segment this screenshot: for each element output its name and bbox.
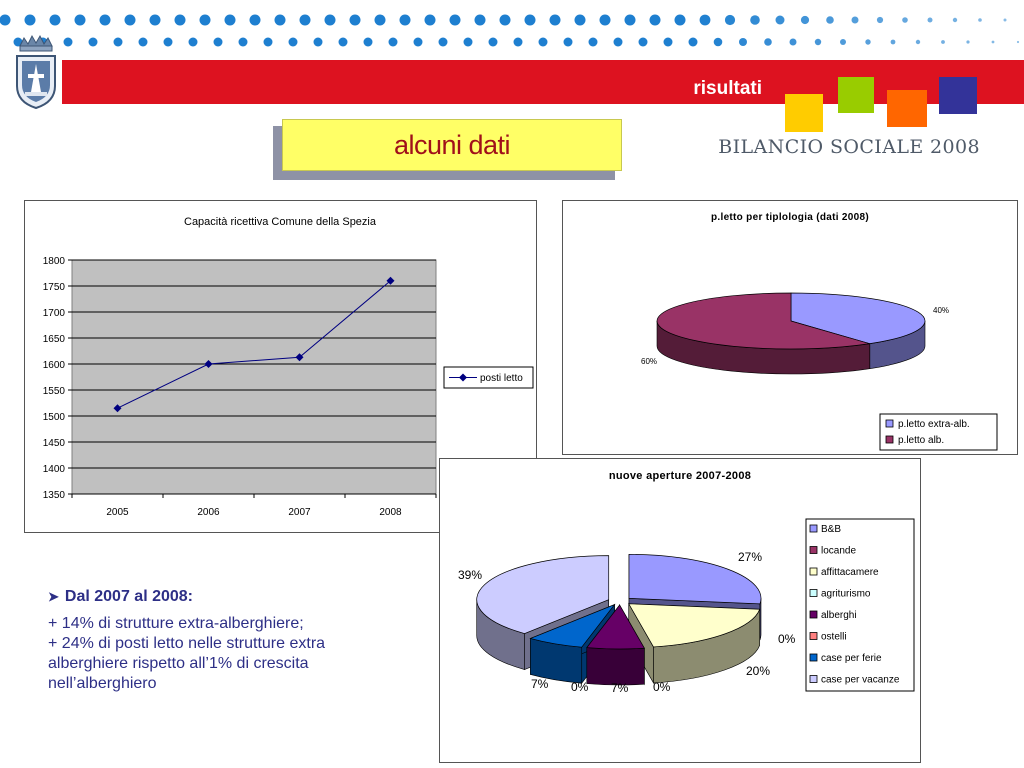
legend-label: p.letto alb. — [898, 435, 945, 446]
header-dot — [575, 15, 586, 26]
data-label: 7% — [611, 681, 629, 695]
header-dot — [125, 15, 136, 26]
decor-square-yellow — [785, 94, 823, 132]
pie-slice-rim — [587, 648, 645, 685]
header-dot — [840, 39, 846, 45]
y-tick-label: 1650 — [42, 334, 65, 345]
legend-label: alberghi — [821, 610, 857, 621]
pie-chart-new-openings — [440, 459, 920, 762]
header-dot — [514, 38, 523, 47]
legend-swatch — [886, 420, 893, 427]
legend-label: affittacamere — [821, 567, 879, 578]
header-dot — [966, 40, 969, 43]
header-dot — [250, 15, 261, 26]
header-dot — [64, 38, 73, 47]
decor-square-navy — [939, 77, 977, 114]
note-line: alberghiere rispetto all’1% di crescita — [48, 655, 309, 672]
header-dot — [877, 17, 883, 23]
header-dot — [600, 15, 611, 26]
header-dot — [639, 38, 648, 47]
data-label: 0% — [653, 680, 671, 694]
header-dot — [175, 15, 186, 26]
header-dot — [450, 15, 461, 26]
legend-swatch — [810, 590, 817, 597]
header-red-band — [62, 60, 1024, 104]
header-dot — [289, 38, 298, 47]
header-dot — [801, 16, 809, 24]
header-dot — [25, 15, 36, 26]
header-dot — [414, 38, 423, 47]
header-dot — [89, 38, 98, 47]
notes-heading — [48, 588, 428, 606]
decor-square-green — [838, 77, 874, 113]
y-tick-label: 1350 — [42, 490, 65, 501]
header-dot — [865, 39, 870, 44]
notes-heading-text: Dal 2007 al 2008: — [64, 588, 193, 605]
header-dot — [714, 38, 723, 47]
legend-label: ostelli — [821, 631, 847, 643]
note-line: nell’alberghiero — [48, 675, 157, 692]
header-dot — [826, 16, 834, 24]
header-dot — [941, 40, 945, 44]
header-dot — [300, 15, 311, 26]
note-line: + 14% di strutture extra-alberghiere; — [48, 615, 304, 632]
legend-swatch — [886, 436, 893, 443]
header-dot — [700, 15, 711, 26]
header-dot — [114, 38, 123, 47]
data-label: 20% — [746, 664, 771, 678]
header-dot — [239, 38, 248, 47]
arrow-bullet-icon: ➤ — [48, 589, 59, 604]
header-dot — [475, 15, 486, 26]
header-dot — [500, 15, 511, 26]
legend-label: p.letto extra-alb. — [898, 419, 970, 430]
header-dot — [489, 38, 498, 47]
legend-swatch — [810, 611, 817, 618]
x-tick-label: 2006 — [197, 507, 220, 518]
data-label: 0% — [778, 632, 796, 646]
pie-chart-new-openings-panel — [439, 458, 921, 763]
legend-swatch — [810, 633, 817, 640]
header-dot — [1017, 41, 1019, 43]
data-label: 60% — [641, 357, 658, 366]
pie-chart-bed-type — [563, 201, 1017, 454]
header-dot — [689, 38, 698, 47]
header-dot — [625, 15, 636, 26]
header-dot — [675, 15, 686, 26]
y-tick-label: 1800 — [42, 256, 65, 267]
header-dot — [225, 15, 236, 26]
chart-title: Capacità ricettiva Comune della Spezia — [184, 216, 376, 228]
header-dot — [375, 15, 386, 26]
legend-swatch — [810, 654, 817, 661]
pie-slice-rim — [760, 598, 761, 640]
header-dot — [200, 15, 211, 26]
header-dot — [764, 38, 772, 46]
header-dot — [891, 40, 896, 45]
header-dot — [339, 38, 348, 47]
header-dot — [50, 15, 61, 26]
header-dot — [992, 41, 995, 44]
brand-title: BILANCIO SOCIALE 2008 — [718, 136, 980, 158]
header-dot — [364, 38, 373, 47]
y-tick-label: 1450 — [42, 438, 65, 449]
header-dot — [439, 38, 448, 47]
header-dot — [164, 38, 173, 47]
header-dot — [139, 38, 148, 47]
legend-label: B&B — [821, 524, 842, 535]
header-dot — [400, 15, 411, 26]
header-dot — [550, 15, 561, 26]
y-tick-label: 1700 — [42, 308, 65, 319]
header-dot-pattern — [0, 0, 1024, 60]
header-dot — [314, 38, 323, 47]
header-dot — [852, 17, 859, 24]
city-crest-logo — [10, 34, 62, 110]
x-tick-label: 2007 — [288, 507, 311, 518]
y-tick-label: 1600 — [42, 360, 65, 371]
header-dot — [150, 15, 161, 26]
header-dot — [189, 38, 198, 47]
header-dot — [275, 15, 286, 26]
chart-title: nuove aperture 2007-2008 — [608, 470, 752, 482]
header-dot — [0, 15, 11, 26]
section-label: risultati — [693, 78, 762, 99]
header-dot — [464, 38, 473, 47]
legend-swatch — [810, 676, 817, 683]
header-dot — [902, 17, 908, 23]
data-label: 0% — [571, 680, 589, 694]
legend-label: posti letto — [480, 373, 523, 384]
header-dot — [614, 38, 623, 47]
header-dot — [790, 39, 797, 46]
header-dot — [325, 15, 336, 26]
x-tick-label: 2005 — [106, 507, 129, 518]
header-dot — [75, 15, 86, 26]
header-dot — [928, 18, 933, 23]
header-dot — [664, 38, 673, 47]
header-dot — [750, 15, 760, 25]
header-dot — [815, 39, 821, 45]
decor-square-orange — [887, 90, 927, 127]
data-label: 39% — [458, 568, 483, 582]
header-dot — [564, 38, 573, 47]
chart-title: p.letto per tiplologia (dati 2008) — [711, 212, 869, 223]
legend-label: case per ferie — [821, 653, 882, 664]
header-dot — [739, 38, 747, 46]
data-label: 40% — [933, 306, 950, 315]
legend-label: agriturismo — [821, 588, 871, 600]
header-dot — [589, 38, 598, 47]
header-dot — [539, 38, 548, 47]
header-dot — [776, 16, 785, 25]
note-line: + 24% di posti letto nelle strutture extra — [48, 635, 326, 652]
legend-swatch — [810, 525, 817, 532]
y-tick-label: 1500 — [42, 412, 65, 423]
header-dot — [350, 15, 361, 26]
y-tick-label: 1400 — [42, 464, 65, 475]
y-tick-label: 1750 — [42, 282, 65, 293]
header-dot — [389, 38, 398, 47]
header-dot — [214, 38, 223, 47]
header-dot — [650, 15, 661, 26]
y-tick-label: 1550 — [42, 386, 65, 397]
header-dot — [100, 15, 111, 26]
header-dot — [425, 15, 436, 26]
legend-label: locande — [821, 545, 857, 557]
pie-chart-bed-type-panel — [562, 200, 1018, 455]
legend-label: case per vacanze — [821, 674, 900, 686]
data-label: 7% — [531, 677, 549, 691]
page-title: alcuni dati — [393, 130, 511, 160]
plot-area — [72, 260, 436, 494]
header-dot — [264, 38, 273, 47]
x-tick-label: 2008 — [379, 507, 402, 518]
header-dot — [525, 15, 536, 26]
header-dot — [725, 15, 735, 25]
notes-block — [48, 588, 428, 694]
legend-swatch — [810, 547, 817, 554]
header-dot — [953, 18, 957, 22]
header-dot — [916, 40, 920, 44]
header-dot — [978, 18, 982, 22]
data-label: 27% — [738, 550, 763, 564]
legend-swatch — [810, 568, 817, 575]
header-dot — [1004, 19, 1007, 22]
